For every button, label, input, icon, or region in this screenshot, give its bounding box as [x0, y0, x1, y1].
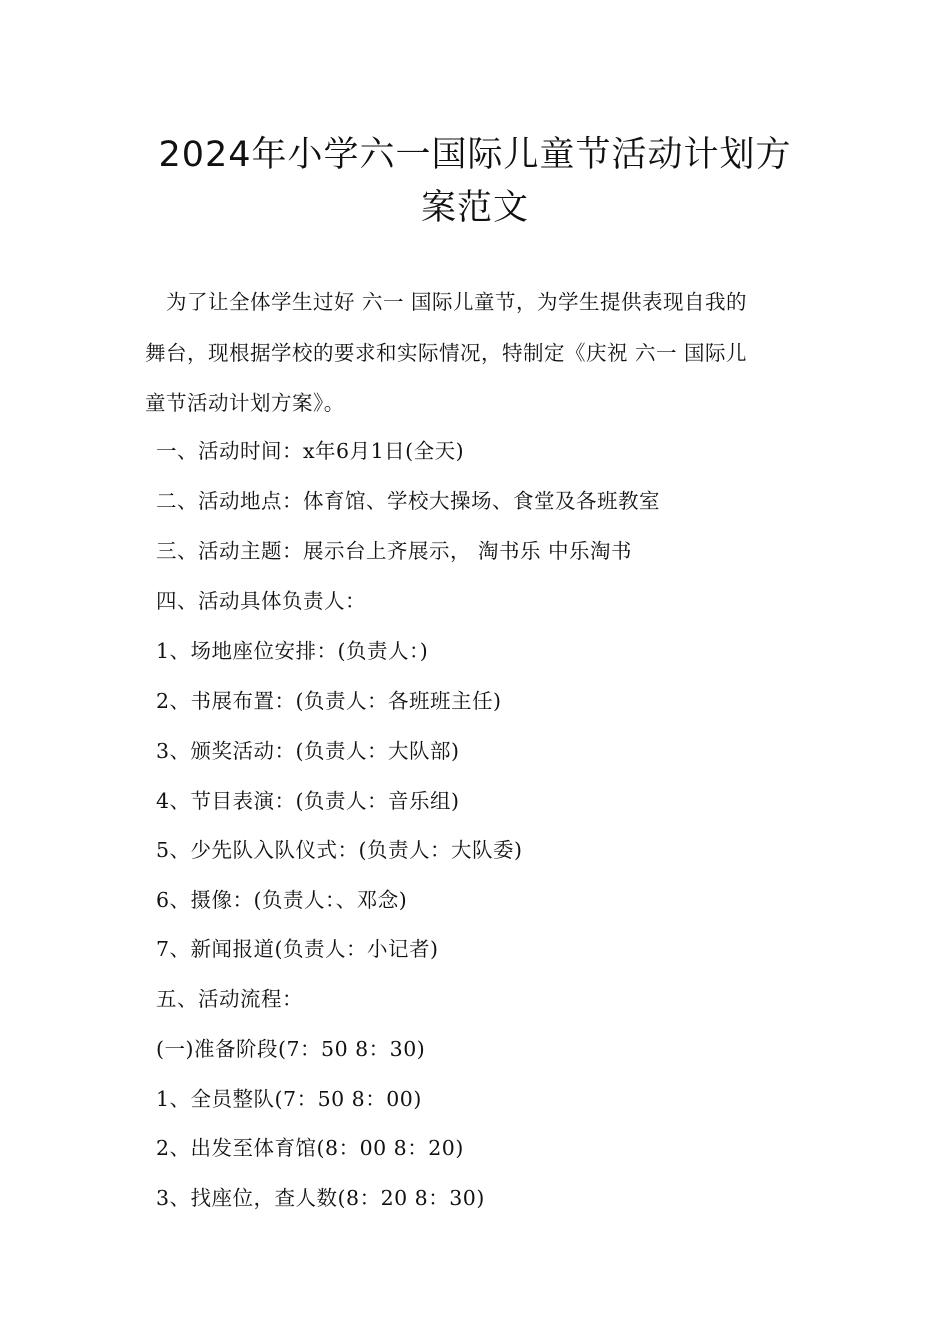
- document-title-line-2: 案范文: [420, 188, 529, 228]
- responsible-persons-heading: 四、活动具体负责人：: [156, 589, 366, 613]
- activity-location-line: 二、活动地点：体育馆、学校大操场、食堂及各班教室: [156, 489, 660, 513]
- list-item: 3、颁奖活动：(负责人：大队部): [156, 739, 460, 763]
- list-item: 1、全员整队(7：50 8：00): [156, 1087, 422, 1111]
- list-item: 1、场地座位安排：(负责人：): [156, 639, 429, 663]
- document-title-line-1: 2024年小学六一国际儿童节活动计划方: [158, 135, 792, 175]
- list-item: 5、少先队入队仪式：(负责人：大队委): [156, 838, 523, 862]
- list-item: 3、找座位，查人数(8：20 8：30): [156, 1186, 485, 1210]
- activity-theme-line: 三、活动主题：展示台上齐展示， 淘书乐 中乐淘书: [156, 539, 633, 563]
- activity-process-heading: 五、活动流程：: [156, 987, 303, 1011]
- preparation-stage-heading: (一)准备阶段(7：50 8：30): [156, 1037, 426, 1061]
- activity-time-line: 一、活动时间：x年6月1日(全天): [156, 439, 465, 463]
- intro-paragraph-line-2: 舞台，现根据学校的要求和实际情况，特制定《庆祝 六一 国际儿: [145, 341, 748, 365]
- list-item: 2、书展布置：(负责人：各班班主任): [156, 689, 502, 713]
- list-item: 4、节目表演：(负责人：音乐组): [156, 789, 460, 813]
- list-item: 2、出发至体育馆(8：00 8：20): [156, 1136, 464, 1160]
- intro-paragraph-line-3: 童节活动计划方案》。: [145, 391, 345, 415]
- list-item: 6、摄像：(负责人：、邓念): [156, 888, 408, 912]
- intro-paragraph-line-1: 为了让全体学生过好 六一 国际儿童节，为学生提供表现自我的: [166, 290, 748, 314]
- list-item: 7、新闻报道(负责人：小记者): [156, 937, 439, 961]
